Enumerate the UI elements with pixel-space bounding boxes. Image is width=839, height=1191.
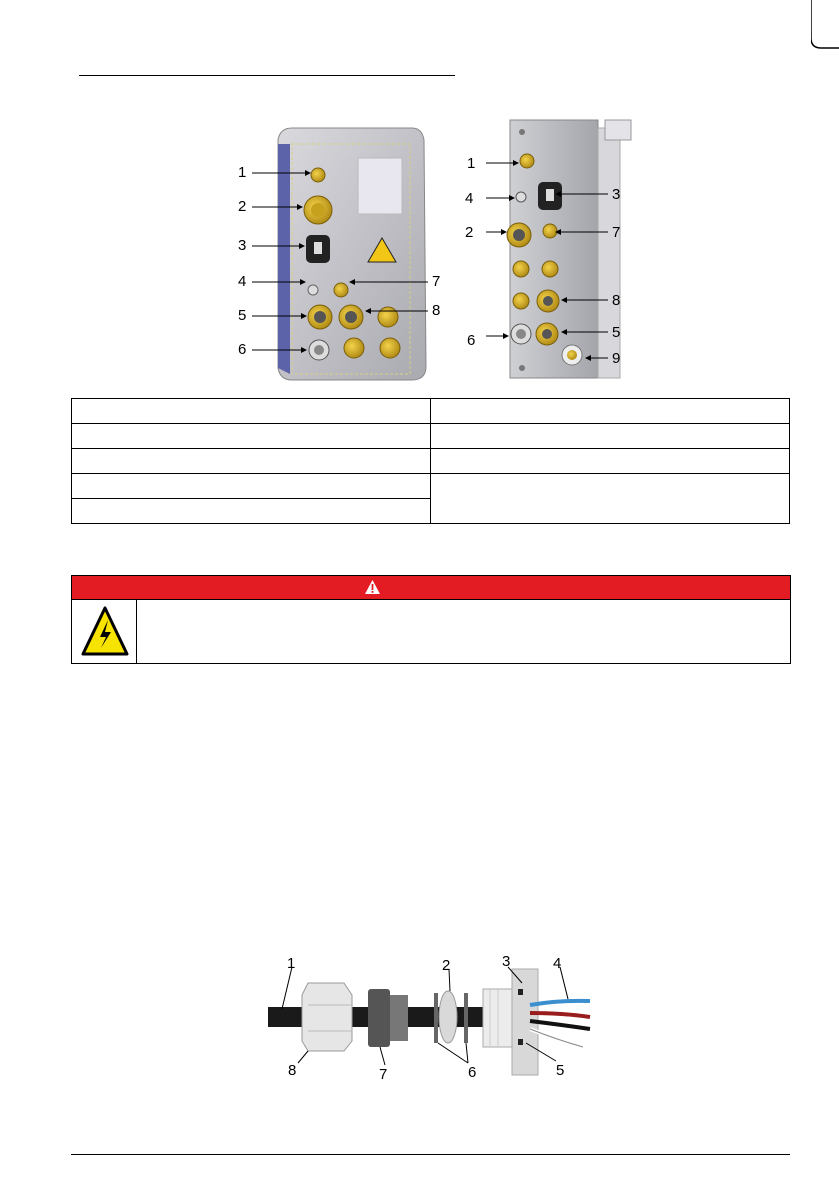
page-corner-mark [811, 0, 839, 52]
gland-callout-2: 2 [442, 957, 451, 974]
electrical-hazard-icon [81, 606, 129, 658]
side-callout-1: 1 [467, 155, 476, 172]
table-cell [72, 399, 431, 424]
footer-rule [71, 1154, 790, 1155]
danger-notice-divider [136, 600, 137, 663]
side-callout-2: 2 [465, 224, 474, 241]
table-cell [431, 449, 790, 474]
gland-callout-5: 5 [556, 1062, 565, 1079]
table-cell [72, 424, 431, 449]
side-callout-5: 5 [612, 324, 621, 341]
front-callout-4: 4 [238, 273, 247, 290]
side-callout-6: 6 [467, 332, 476, 349]
table-cell [72, 449, 431, 474]
table-row [72, 424, 790, 449]
front-callout-6: 6 [238, 341, 247, 358]
gland-callout-1: 1 [287, 955, 296, 972]
front-callout-3: 3 [238, 237, 247, 254]
table-row [72, 399, 790, 424]
warning-triangle-icon [364, 579, 381, 595]
front-callout-7: 7 [432, 273, 441, 290]
gland-callout-8: 8 [288, 1062, 297, 1079]
table-row [72, 474, 790, 499]
table-cell [72, 499, 431, 524]
front-callout-lines [230, 160, 470, 370]
table-cell [431, 424, 790, 449]
table-cell [72, 474, 431, 499]
table-row [72, 449, 790, 474]
connection-legend-table [71, 398, 790, 524]
side-callout-3: 3 [612, 186, 621, 203]
side-callout-8: 8 [612, 292, 621, 309]
side-callout-4: 4 [465, 190, 474, 207]
gland-callout-4: 4 [553, 955, 562, 972]
danger-notice [71, 575, 791, 664]
danger-notice-header [72, 576, 790, 600]
front-callout-5: 5 [238, 307, 247, 324]
side-callout-7: 7 [612, 224, 621, 241]
section-heading-rule [79, 75, 455, 76]
side-callout-9: 9 [612, 350, 621, 367]
table-cell [431, 399, 790, 424]
front-callout-8: 8 [432, 302, 441, 319]
front-callout-2: 2 [238, 198, 247, 215]
gland-callout-lines [268, 955, 598, 1085]
gland-callout-7: 7 [379, 1066, 388, 1083]
front-callout-1: 1 [238, 164, 247, 181]
gland-callout-6: 6 [468, 1064, 477, 1081]
table-cell-merged [431, 474, 790, 524]
gland-callout-3: 3 [502, 953, 511, 970]
